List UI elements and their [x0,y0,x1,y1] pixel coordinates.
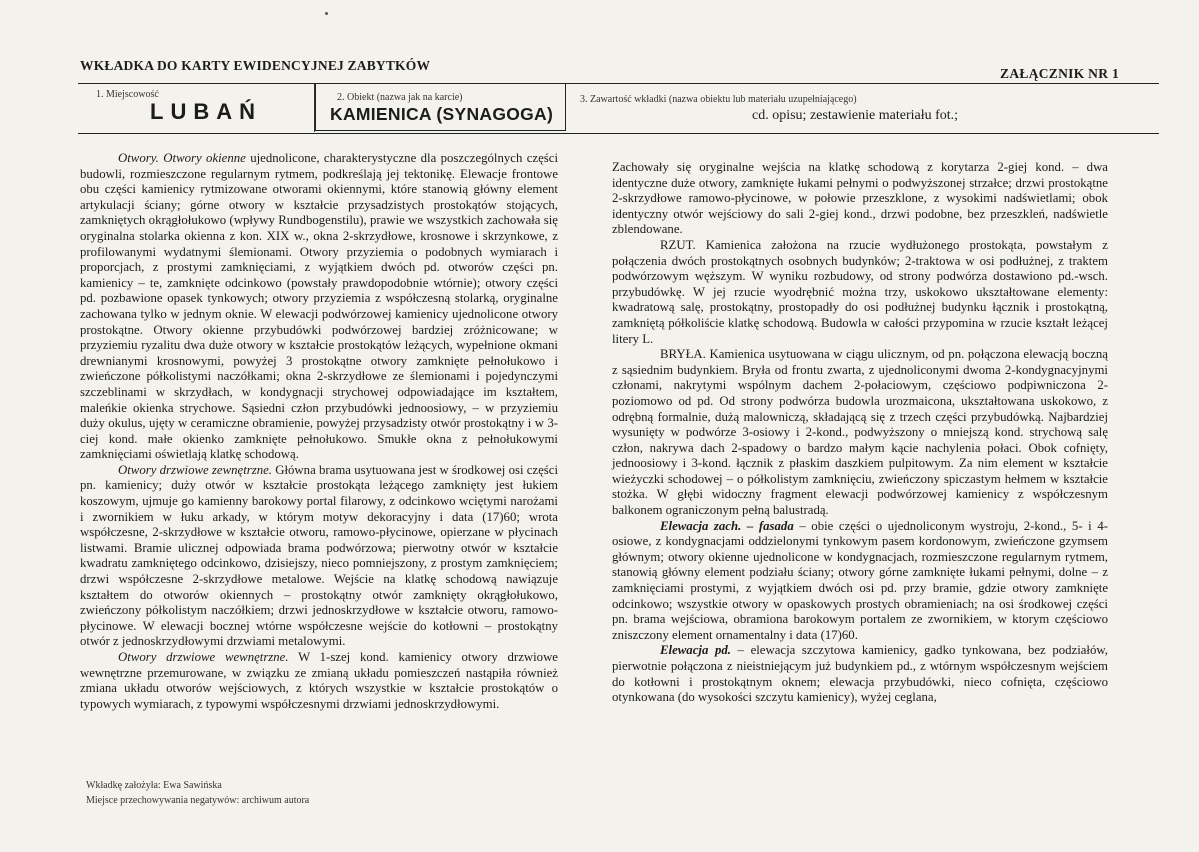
facade-heading: – fasada [746,518,794,533]
paragraph-openings [80,151,558,463]
object-field [315,84,566,131]
content-field [566,84,1159,132]
content-value: cd. opisu; zestawienie materiału fot.; [752,108,959,123]
scan-speck [325,12,328,15]
content-label: 3. Zawartość wkładki (nazwa obiektu lub materiału uzupełniającego) [580,94,857,105]
object-value: KAMIENICA (SYNAGOGA) [330,104,554,124]
paragraph-interior-doors [80,650,558,712]
right-text-column [612,160,1108,706]
negatives-location-note: Miejsce przechowywania negatywów: archiwum autora [86,795,310,806]
south-elevation-heading: Elewacja pd. [660,643,731,658]
interior-doors-text: W 1-szej kond. kamienicy otwory drzwiowe wewnętrzne przemurowane, w związku ze zmianą układu pomieszczeń nastąpiła również zmiana układu otworów wejściowych, z których wszystkie w kształcie prostokątów o typowych wymiarach, z typowymi współczesnymi drzwiami jednoskrzydłowymi. [80,650,558,711]
locality-field [78,84,315,132]
west-elevation-text: – obie części o ujednoliconym wystroju, 2-kond., 5- i 4-osiowe, z kondygnacjami oddzielonymi tynkowym pasem kordonowym, zwieńczone gzymsem głównym; otwory okienne ujednolicone w kondygnacjach, rozmieszczone regularnym rytmem, stanowią główny element podziału ściany; otwory górne zamknięte łukami pełnymi, dolne – z zamknięciami prostymi, z wyjątkiem dwóch osi pd. przy bramie, gdzie otwory zamknięte odcinkowo; wszystkie otwory w opaskowych prostych obramieniach; na osi środkowej części pn. brama wejściowa, obramiona barokowym portalem ze zwornikiem, w ktorym częściowo zniszczony element ornamentalny i data (17)60. [612,518,1108,642]
header-rule-bottom [78,133,1159,134]
attachment-number: ZAŁĄCZNIK NR 1 [1000,66,1119,81]
author-note: Wkładkę założyła: Ewa Sawińska [86,780,222,791]
west-elevation-heading: Elewacja zach. [660,518,742,533]
interior-doors-heading: Otwory drzwiowe wewnętrzne. [118,650,289,664]
locality-value: LUBAŃ [150,99,262,124]
locality-label: 1. Miejscowość [96,89,159,100]
openings-heading: Otwory. [118,151,159,165]
paragraph-west-elevation [612,519,1108,644]
footer-notes [86,778,309,808]
south-elevation-text: – elewacja szczytowa kamienicy, gadko tynkowana, bez podziałów, pierwotnie połączona z nieistniejącym już budynkiem pd., z wtórnym współczesnym wejściem do kotłowni i prostokątnym oknem; elewacja przybudówki, nieco cofnięta, częściowo otynkowana (do wysokości szczytu kamienicy), wyżej ceglana, [612,643,1108,705]
paragraph-south-elevation [612,643,1108,705]
document-title: WKŁADKA DO KARTY EWIDENCYJNEJ ZABYTKÓW [80,58,431,73]
openings-text: ujednolicone, charakterystyczne dla poszczególnych części budowli, rozmieszczone regularnym rytmem, podkreślają jej tektonikę. Elewacje frontowe obu części kamienicy rytmizowane otworami okiennymi, które stanowią główny element artykulacji ściany; górne otwory w kształcie przysadzistych prostokątów stojących, zamkniętych okrągłołukowo (wpływy Rundbogenstilu), prawie we wszystkich zachowała się oryginalna stolarka okienna z kon. XIX w., okna 2-skrzydłowe, krosnowe i skrzynkowe, z profilowanymi wydatnymi ślemionami. Otwory przyziemia o podobnych wymiarach i proporcjach, z prostymi zamknięciami, z wyjątkiem dwóch pd. otworów części pn. kamienicy – te, zamknięte odcinkowo (powstały prawdopodobnie wtórnie); otwory części pd. pozbawione opasek tynkowych; otwory przyziemia z współczesną stolarką, oryginalne zachowana tylko w jednym oknie. W elewacji podwórzowej kamienicy ujednolicone otwory prostokątne. Otwory okienne przybudówki podwórzowej bardziej zróżnicowane; w przyziemiu ryzalitu dwa duże otwory w kształcie prostokątów leżących, wypełnione okmani drewnianymi krosnowymi, powyżej 3 prostokątne otwory zamknięte pełnołukowo i zwieńczone półkolistymi naczółkami; okna 2-skrzydłowe ze ślemionami i pojedynczymi szczeblinami w skrzydłach, w kondygnacji strychowej odpowiadające im kształtem, maleńkie okienka strychowe. Sąsiedni człon przybudówki jednoosiowy, – w przyziemiu duży okulus, ujęty w ceramiczne obramienie, powyżej przysadzisty otwór prostokątny i w 3-ciej kond. małe okienko zamknięte pełnołukowo. Smukłe okna z pełnołukowymi zamknięciami oświetlają klatkę schodową. [80,151,558,462]
paragraph-exterior-doors [80,463,558,650]
paragraph-plan: RZUT. Kamienica założona na rzucie wydłużonego prostokąta, powstałym z połączenia dwóch prostokątnych osobnych budynków; 2-traktowa w osi podłużnej, z traktem podwórzowym węższym. W wyniku rozbudowy, od strony podwórza dostawiono pd.-wsch. przybudówkę. W jej rzucie wyodrębnić można trzy, uskokowo ukształtowane elementy: kwadratową salę, prostokątny, prostopadły do osi podłużnej budynku łącznik i prostokątną, zamkniętą półkoliście klatkę schodową. Budowla w całości przypomina w rzucie kształt leżącej litery L. [612,237,1108,346]
object-label: 2. Obiekt (nazwa jak na karcie) [337,92,463,103]
paragraph-massing: BRYŁA. Kamienica usytuowana w ciągu ulicznym, od pn. połączona elewacją boczną z sąsiednim budynkiem. Bryła od frontu zwarta, z ujednoliconymi dwoma 2-kondygnacyjnymi członami, nakrytymi wspólnym dachem 2-połaciowym, częściowo podpiwniczona 2-poziomowo od pd. Od strony podwórza budowla urozmaicona, ukształtowana uskokowo, z odrębną formalnie, dużą malowniczą, składającą się z trzech części przybudówką. Najbardziej wysunięty w podwórze 3-osiowy i 2-kond., podwyższony o mniejszą kond. strychową salę człon, nakrywa dach 2-spadowy o bardzo małym kącie nachylenia połaci. Obok cofnięty, jednoosiowy i 3-kond. łącznik z płaskim daszkiem pulpitowym. Za nim element w kształcie wieżyczki schodowej – o półkolistym zamknięciu, zwieńczony spiczastym hełmem w kształcie stożka. W głębi widoczny fragment elewacji podwórzowej kamienicy z współczesnym balkonem ograniczonym pełną balustradą. [612,347,1108,518]
exterior-doors-heading: Otwory drzwiowe zewnętrzne. [118,462,272,477]
left-text-column [80,151,558,712]
exterior-doors-text: Główna brama usytuowana jest w środkowej osi części pn. kamienicy; duży otwór w kształcie prostokąta leżącego zamknięty jest łukiem koszowym, ujmuje go kamienny barokowy portal filarowy, z odcinkowo wciętymi narożami i zwornikiem w łuku arkady, w którym motyw dekoracyjny i data (17)60; wrota współczesne, 2-skrzydłowe w kształcie otworu, ramowo-płycinowe, opierzane w płycinach listwami. Bramie ulicznej odpowiada brama podwórzowa; pierwotny otwór w kształcie kwadratu zamkniętego odcinkowo, dzisiejszy, nieco pomniejszony, z prostym zamknięciem; drzwi współczesne 2-skrzydłowe metalowe. Wejście na klatkę schodową nawiązuje kształtem do otworów okiennych – prostokątny otwór zamknięty okrągłołukowo, zwieńczony półkolistym naczółkiem; drzwi jednoskrzydłowe w kształcie otworu, ramowo-płycinowe. W elewacji bocznej wtórne współczesne wejście do kotłowni – prostokątny otwór z jednoskrzydłowymi drzwiami metalowymi. [80,462,558,649]
paragraph-entrances: Zachowały się oryginalne wejścia na klatkę schodową z korytarza 2-giej kond. – dwa identyczne duże otwory, zamknięte łukami pełnymi o podwyższonej strzałce; drzwi prostokątne 2-skrzydłowe ramowo-płycinowe, w połowie przeszklone, z wysokimi nadświetlami; obok identyczny otwór wejściowy do sali 2-giej kond., drzwi podobne, bez przeszkleń, nadświetle zblendowane. [612,160,1108,237]
window-openings-heading: Otwory okienne [163,151,246,165]
